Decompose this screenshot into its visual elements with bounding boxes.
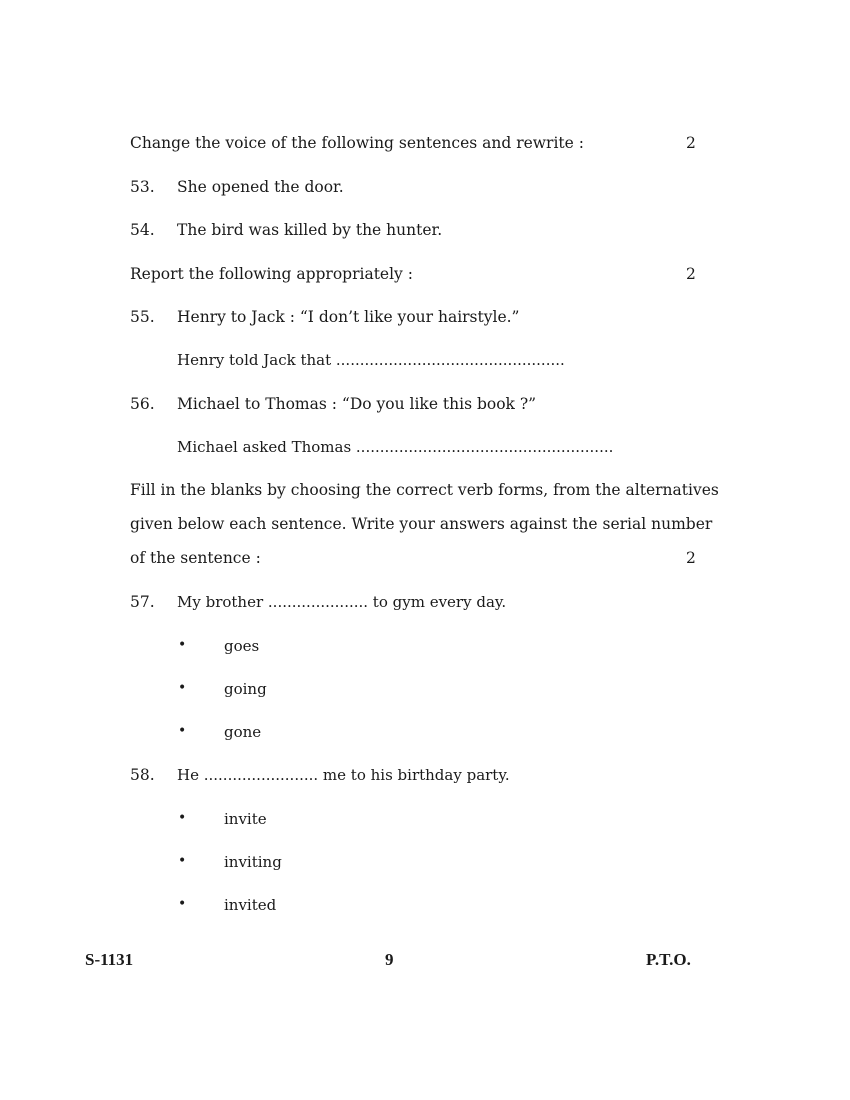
report-instruction: Report the following appropriately : [130, 265, 413, 283]
bullet-icon: • [178, 637, 187, 653]
question-text: She opened the door. [177, 178, 344, 196]
fill-marks: 2 [686, 549, 696, 567]
bullet-icon: • [178, 896, 187, 912]
voice-instruction: Change the voice of the following sentences and rewrite : [130, 134, 584, 152]
fill-instruction-line: given below each sentence. Write your answers against the serial number [130, 515, 713, 533]
fill-instruction-line: Fill in the blanks by choosing the correct verb forms, from the alternatives [130, 481, 719, 499]
question-number: 54. [130, 221, 155, 239]
answer-prompt: Henry told Jack that ................................................ [177, 351, 565, 369]
bullet-icon: • [178, 853, 187, 869]
answer-prompt: Michael asked Thomas ...................................................... [177, 438, 614, 456]
question-text: He ........................ me to his birthday party. [177, 766, 510, 784]
voice-marks: 2 [686, 134, 696, 152]
question-number: 57. [130, 593, 155, 611]
bullet-icon: • [178, 810, 187, 826]
bullet-icon: • [178, 680, 187, 696]
option-text: going [224, 680, 267, 698]
option-text: inviting [224, 853, 282, 871]
page-number: 9 [385, 950, 394, 969]
question-number: 58. [130, 766, 155, 784]
option-text: invited [224, 896, 277, 914]
bullet-icon: • [178, 723, 187, 739]
option-text: invite [224, 810, 267, 828]
question-text: Henry to Jack : “I don’t like your hairstyle.” [177, 308, 520, 326]
paper-code: S-1131 [85, 950, 134, 969]
question-text: Michael to Thomas : “Do you like this book ?” [177, 395, 537, 413]
question-number: 56. [130, 395, 155, 413]
question-number: 53. [130, 178, 155, 196]
fill-instruction-line: of the sentence : [130, 549, 261, 567]
report-marks: 2 [686, 265, 696, 283]
question-text: The bird was killed by the hunter. [177, 221, 443, 239]
question-text: My brother ..................... to gym every day. [177, 593, 507, 611]
option-text: gone [224, 723, 262, 741]
pto-label: P.T.O. [646, 950, 691, 969]
question-number: 55. [130, 308, 155, 326]
option-text: goes [224, 637, 260, 655]
